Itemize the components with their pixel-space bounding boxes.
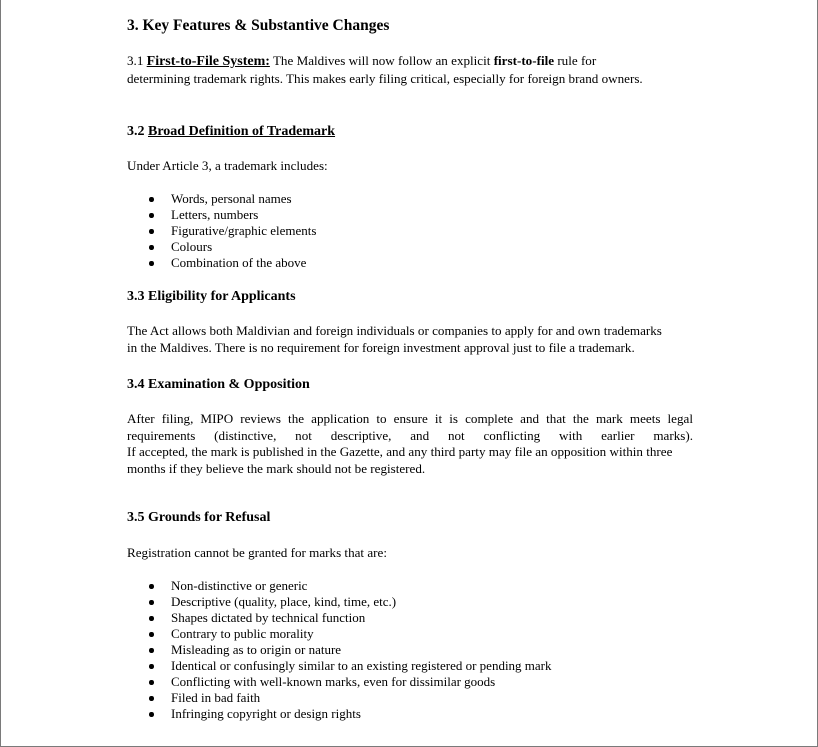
subsection-number-3-1: 3.1 <box>127 53 144 68</box>
subsection-heading-3-4: 3.4 Examination & Opposition <box>127 377 310 392</box>
paragraph-3-4-line-4: months if they believe the mark should not be registered. <box>127 460 426 476</box>
subsection-title-3-2: Broad Definition of Trademark <box>148 124 336 139</box>
list-item: Misleading as to origin or nature <box>146 642 552 658</box>
refusal-grounds-list <box>146 578 552 722</box>
paragraph-3-1-line-2: determining trademark rights. This makes early filing critical, especially for foreign brand owners. <box>127 70 643 86</box>
list-item: Descriptive (quality, place, kind, time, etc.) <box>146 594 552 610</box>
list-item: Conflicting with well-known marks, even for dissimilar goods <box>146 674 552 690</box>
list-item: Filed in bad faith <box>146 690 552 706</box>
subsection-title-3-1: First-to-File System: <box>146 54 270 69</box>
list-item: Identical or confusingly similar to an existing registered or pending mark <box>146 658 552 674</box>
list-item: Combination of the above <box>146 255 316 271</box>
paragraph-3-1 <box>127 53 693 87</box>
list-item: Non-distinctive or generic <box>146 578 552 594</box>
list-item: Colours <box>146 239 316 255</box>
trademark-elements-list <box>146 191 316 271</box>
paragraph-3-3 <box>127 323 693 356</box>
paragraph-3-1-text-a: The Maldives will now follow an explicit <box>272 53 491 68</box>
list-item: Shapes dictated by technical function <box>146 610 552 626</box>
first-to-file-term: first-to-file <box>493 53 555 68</box>
paragraph-3-3-line-1: The Act allows both Maldivian and foreign individuals or companies to apply for and own trademarks <box>127 323 662 338</box>
list-item: Letters, numbers <box>146 207 316 223</box>
paragraph-3-4-line-1: After filing, MIPO reviews the application to ensure it is complete and that the mark meets legal <box>127 411 693 426</box>
paragraph-3-5-intro: Registration cannot be granted for marks that are: <box>127 545 387 560</box>
list-item: Figurative/graphic elements <box>146 223 316 239</box>
subsection-number-3-2: 3.2 <box>127 124 145 139</box>
subsection-heading-3-2 <box>127 124 335 140</box>
subsection-heading-3-3: 3.3 Eligibility for Applicants <box>127 289 296 304</box>
paragraph-3-1-text-b: rule for <box>557 53 597 68</box>
list-item: Contrary to public morality <box>146 626 552 642</box>
list-item: Infringing copyright or design rights <box>146 706 552 722</box>
list-item: Words, personal names <box>146 191 316 207</box>
paragraph-3-3-line-2: in the Maldives. There is no requirement for foreign investment approval just to file a trademark. <box>127 339 635 355</box>
subsection-heading-3-5: 3.5 Grounds for Refusal <box>127 510 271 525</box>
paragraph-3-4-line-3: If accepted, the mark is published in the Gazette, and any third party may file an opposition within three <box>127 444 673 459</box>
paragraph-3-4-line-2: requirements (distinctive, not descriptive, and not conflicting with earlier marks). <box>127 427 693 443</box>
paragraph-3-4 <box>127 411 693 477</box>
section-heading: 3. Key Features & Substantive Changes <box>127 17 390 34</box>
paragraph-3-2-intro: Under Article 3, a trademark includes: <box>127 158 328 173</box>
